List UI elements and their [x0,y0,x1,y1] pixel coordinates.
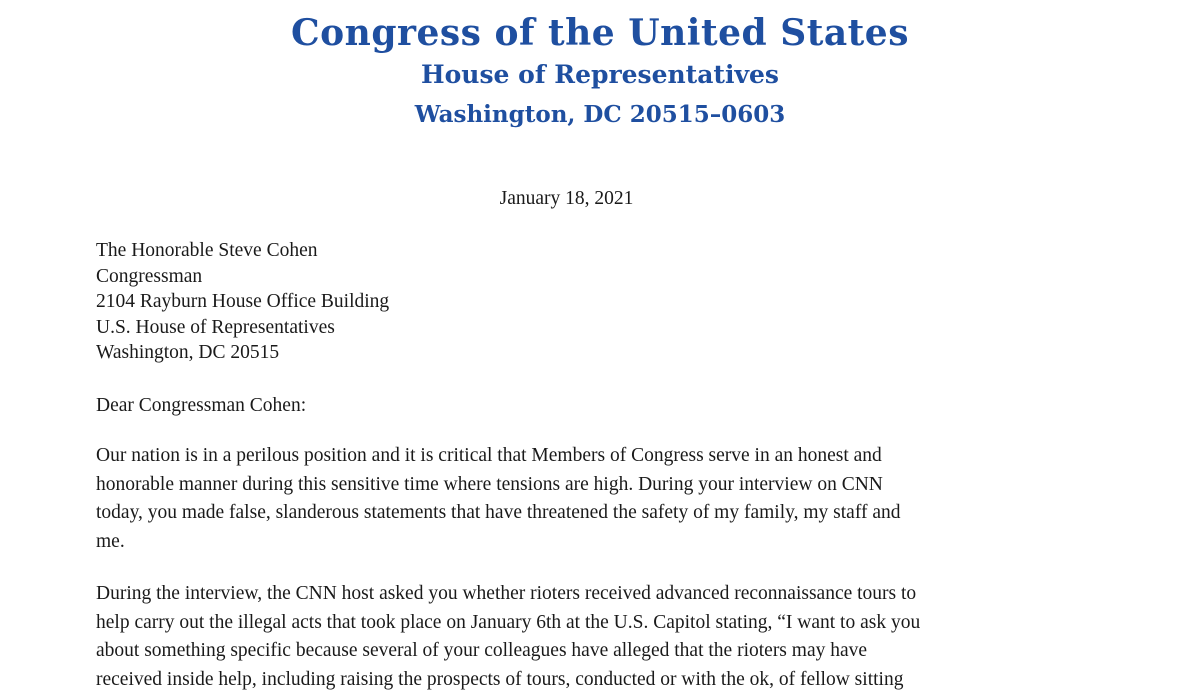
paragraph-line: Our nation is in a perilous position and it is critical that Members of Congress serve in an honest and [96,442,1086,471]
recipient-title: Congressman [96,264,389,290]
letterhead-subtitle: House of Representatives [0,60,1200,89]
body-paragraph [96,580,1086,694]
body-paragraph [96,442,1086,556]
recipient-name: The Honorable Steve Cohen [96,238,389,264]
letter-date: January 18, 2021 [0,188,1133,210]
letterhead-title: Congress of the United States [0,12,1200,54]
recipient-address-line: Washington, DC 20515 [96,340,389,366]
salutation: Dear Congressman Cohen: [96,395,306,417]
recipient-address-line: 2104 Rayburn House Office Building [96,289,389,315]
recipient-block [96,238,389,366]
paragraph-line: received inside help, including raising the prospects of tours, conducted or with the ok, of fellow sitting [96,666,1086,694]
paragraph-line: today, you made false, slanderous statements that have threatened the safety of my family, my staff and [96,499,1086,528]
letterhead-address: Washington, DC 20515–0603 [0,101,1200,128]
recipient-address-line: U.S. House of Representatives [96,315,389,341]
paragraph-line: During the interview, the CNN host asked you whether rioters received advanced reconnaissance tours to [96,580,1086,609]
paragraph-line: about something specific because several of your colleagues have alleged that the rioters may have [96,637,1086,666]
paragraph-line: me. [96,528,1086,557]
paragraph-line: help carry out the illegal acts that took place on January 6th at the U.S. Capitol stating, “I want to ask you [96,609,1086,638]
paragraph-line: honorable manner during this sensitive time where tensions are high. During your interview on CNN [96,471,1086,500]
